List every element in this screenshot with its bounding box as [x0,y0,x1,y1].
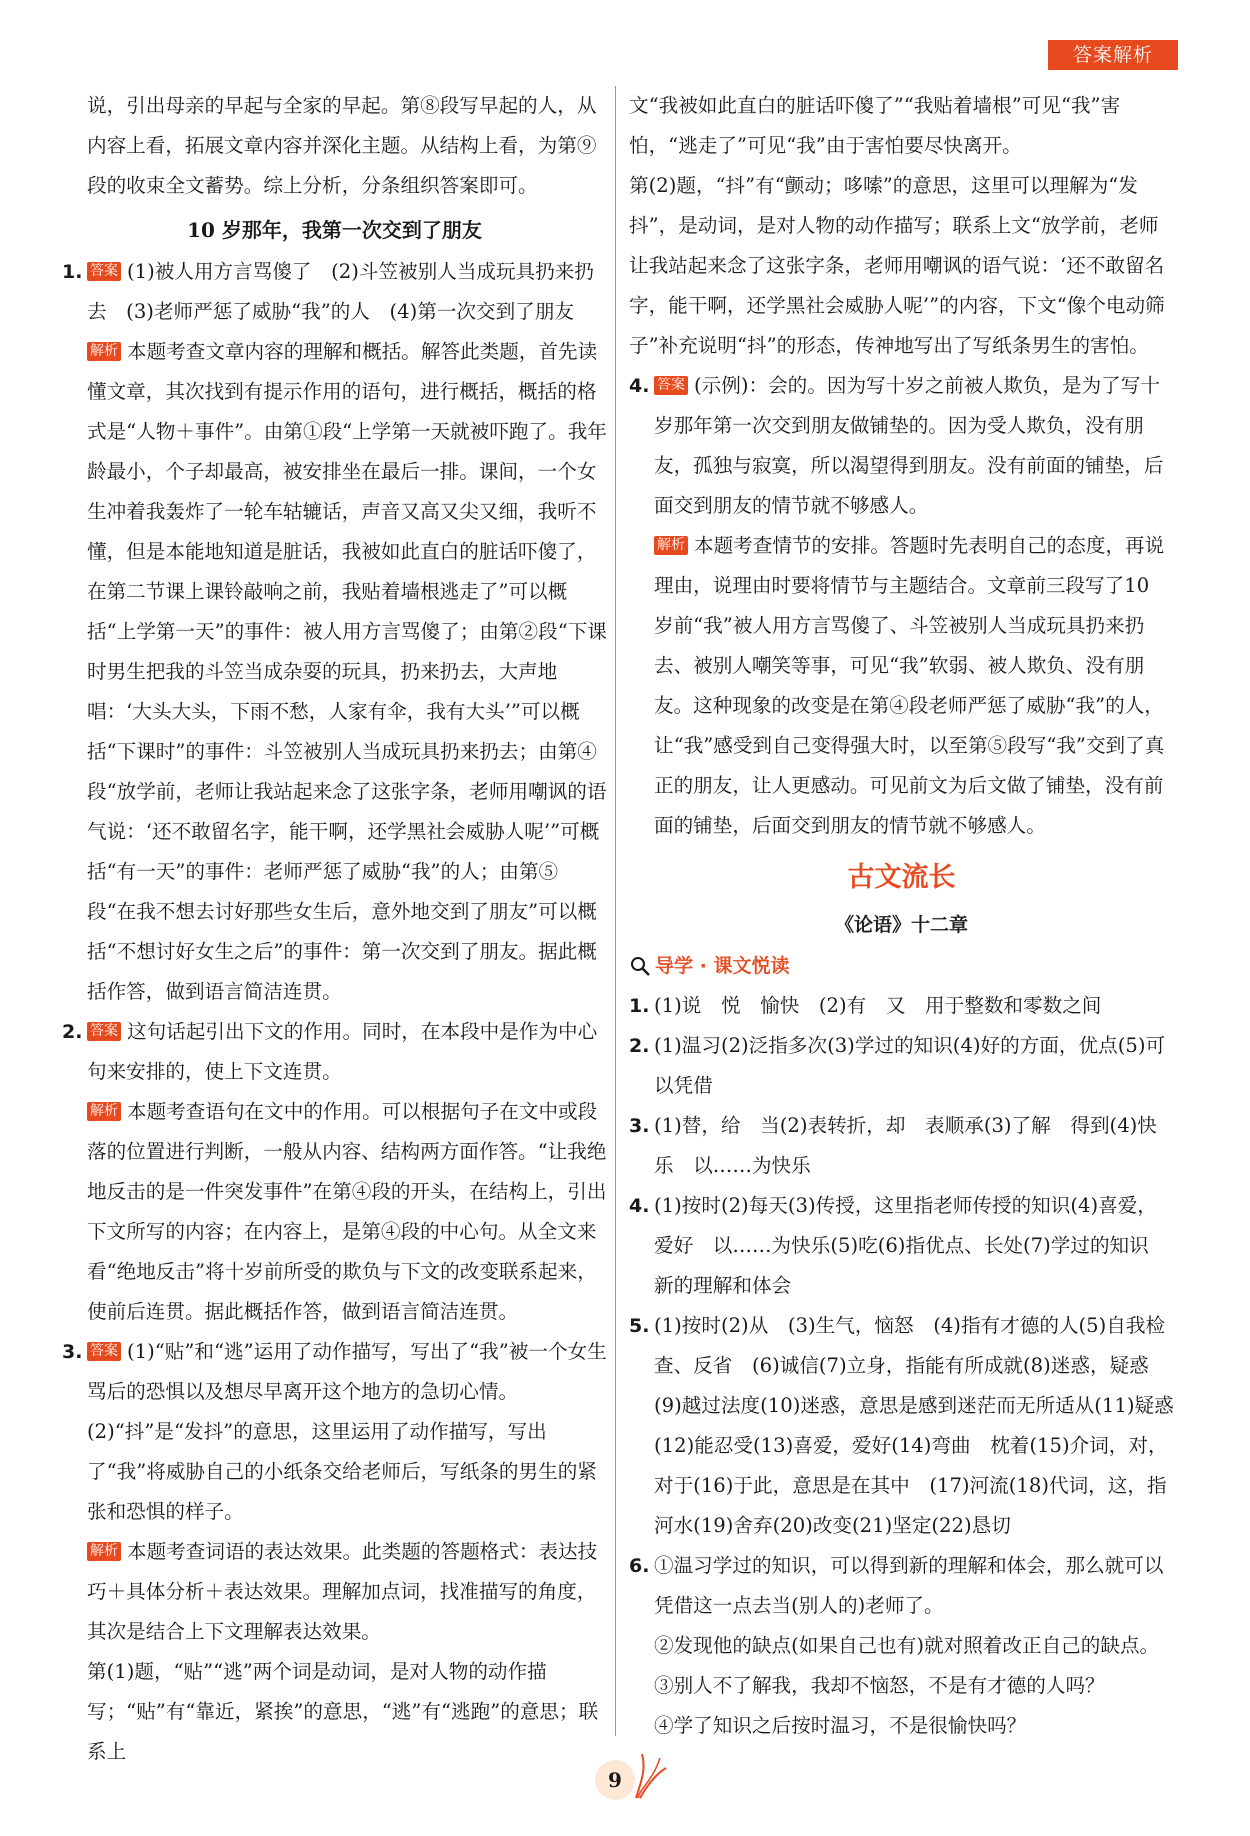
question-number: 5. [629,1315,650,1337]
answer-text: 这句话起引出下文的作用。同时，在本段中是作为中心句来安排的，使上下文连贯。 [87,1020,598,1083]
answer-badge: 答案 [87,1022,121,1041]
magnifier-icon [629,955,651,977]
item-text: (1)按时(2)从 (3)生气，恼怒 (4)指有才德的人(5)自我检查、反省 (6)诚信(7)立身，指能有所成就(8)迷惑，疑惑(9)越过法度(10)迷惑，意思是感到迷茫而无所适从(11)疑惑(12)能忍受(13)喜爱，爱好(14)弯曲 枕着(15)介词，对，对于(16)于此，意思是在其中 (17)河流(18)代词，这，指河水(19)舍弃(20)改变(21)坚定(22)恳切 [654,1314,1174,1537]
question-6 [629,1546,1174,1746]
question-4 [629,366,1174,846]
translation-text: ①温习学过的知识，可以得到新的理解和体会，那么就可以凭借这一点去当(别人的)老师了。 [654,1554,1164,1617]
question-2 [62,1012,607,1332]
question-number: 2. [62,1021,83,1043]
question-number: 3. [629,1115,650,1137]
answer-text: (示例)：会的。因为写十岁之前被人欺负，是为了写十岁那年第一次交到朋友做铺垫的。因为受人欺负，没有朋友，孤独与寂寞，所以渴望得到朋友。没有前面的铺垫，后面交到朋友的情节就不够感人。 [654,374,1164,517]
header-rule [1048,68,1178,70]
question-number: 6. [629,1555,650,1577]
article-title: 10 岁那年，我第一次交到了朋友 [187,218,482,242]
question-number: 2. [629,1035,650,1057]
item-3 [629,1106,1174,1186]
right-column [629,86,1174,1746]
answer-text: (1)“贴”和“逃”运用了动作描写，写出了“我”被一个女生骂后的恐惧以及想尽早离开这个地方的急切心情。 [87,1340,607,1403]
translation-text: ②发现他的缺点(如果自己也有)就对照着改正自己的缺点。 [654,1634,1160,1657]
analysis-text: 本题考查情节的安排。答题时先表明自己的态度，再说理由，说理由时要将情节与主题结合。文章前三段写了10 岁前“我”被人用方言骂傻了、斗笠被别人当成玩具扔来扔去、被别人嘲笑等事，可见“我”软弱、被人欺负、没有朋友。这种现象的改变是在第④段老师严惩了威胁“我”的人，让“我”感受到自己变得强大时，以至第⑤段写“我”交到了真正的朋友，让人更感动。可见前文为后文做了铺垫，没有前面的铺垫，后面交到朋友的情节就不够感人。 [654,534,1165,837]
guide-heading [629,946,1174,986]
guide-label: 导学 · 课文悦读 [655,955,790,977]
grass-ornament-icon [632,1750,672,1800]
answer-badge: 答案 [87,262,121,281]
answer-badge: 答案 [87,1342,121,1361]
continued-text: 文“我被如此直白的脏话吓傻了”“我贴着墙根”可见“我”害怕，“逃走了”可见“我”由于害怕要尽快离开。 [629,94,1121,157]
answer-badge: 答案 [654,376,688,395]
question-3 [62,1332,607,1772]
page-number: 9 [595,1760,635,1800]
question-number: 3. [62,1341,83,1363]
item-text: (1)替，给 当(2)表转折，却 表顺承(3)了解 得到(4)快乐 以……为快乐 [654,1114,1157,1177]
analysis-text: 本题考查文章内容的理解和概括。解答此类题，首先读懂文章，其次找到有提示作用的语句，进行概括，概括的格式是“人物＋事件”。由第①段“上学第一天就被吓跑了。我年龄最小，个子却最高，被安排坐在最后一排。课间，一个女生冲着我轰炸了一轮车轱辘话，声音又高又尖又细，我听不懂，但是本能地知道是脏话，我被如此直白的脏话吓傻了，在第二节课上课铃敲响之前，我贴着墙根逃走了”可以概括“上学第一天”的事件：被人用方言骂傻了；由第②段“下课时男生把我的斗笠当成杂耍的玩具，扔来扔去，大声地唱：‘大头大头，下雨不愁，人家有伞，我有大头’”可以概括“下课时”的事件：斗笠被别人当成玩具扔来扔去；由第④段“放学前，老师让我站起来念了这张字条，老师用嘲讽的语气说：‘还不敢留名字，能干啊，还学黑社会威胁人呢’”可概括“有一天”的事件：老师严惩了威胁“我”的人；由第⑤段“在我不想去讨好那些女生后，意外地交到了朋友”可以概括“不想讨好女生之后”的事件：第一次交到了朋友。据此概括作答，做到语言简洁连贯。 [87,340,607,1003]
question-number: 1. [629,995,650,1017]
question-number: 1. [62,261,83,283]
analysis-text: 第(1)题，“贴”“逃”两个词是动词，是对人物的动作描写；“贴”有“靠近，紧挨”的意思，“逃”有“逃跑”的意思；联系上 [87,1660,599,1763]
item-text: (1)说 悦 愉快 (2)有 又 用于整数和零数之间 [654,994,1102,1017]
item-1 [629,986,1174,1026]
item-text: (1)按时(2)每天(3)传授，这里指老师传授的知识(4)喜爱，爱好 以……为快乐(5)吃(6)指优点、长处(7)学过的知识 新的理解和体会 [654,1194,1169,1297]
answer-text: (1)被人用方言骂傻了 (2)斗笠被别人当成玩具扔来扔去 (3)老师严惩了威胁“我”的人 (4)第一次交到了朋友 [87,260,594,323]
intro-paragraph: 说，引出母亲的早起与全家的早起。第⑧段写早起的人，从内容上看，拓展文章内容并深化主题。从结构上看，为第⑨段的收束全文蓄势。综上分析，分条组织答案即可。 [87,94,597,197]
item-4 [629,1186,1174,1306]
analysis-badge: 解析 [87,1102,121,1121]
continued-text: 第(2)题，“抖”有“颤动；哆嗦”的意思，这里可以理解为“发抖”，是动词，是对人物的动作描写；联系上文“放学前，老师让我站起来念了这张字条，老师用嘲讽的语气说：‘还不敢留名字，能干啊，还学黑社会威胁人呢’”的内容，下文“像个电动筛子”补充说明“抖”的形态，传神地写出了写纸条男生的害怕。 [629,174,1165,357]
sub-title: 《论语》十二章 [834,914,968,936]
translation-text: ③别人不了解我，我却不恼怒，不是有才德的人吗？ [654,1674,1105,1697]
analysis-text: 本题考查词语的表达效果。此类题的答题格式：表达技巧＋具体分析＋表达效果。理解加点词，找准描写的角度，其次是结合上下文理解表达效果。 [87,1540,598,1643]
answer-text: (2)“抖”是“发抖”的意思，这里运用了动作描写，写出了“我”将威胁自己的小纸条交给老师后，写纸条的男生的紧张和恐惧的样子。 [87,1420,597,1523]
column-divider [615,86,616,1736]
analysis-text: 本题考查语句在文中的作用。可以根据句子在文中或段落的位置进行判断，一般从内容、结构两方面作答。“让我绝地反击的是一件突发事件”在第④段的开头，在结构上，引出下文所写的内容；在内容上，是第④段的中心句。从全文来看“绝地反击”将十岁前所受的欺负与下文的改变联系起来，使前后连贯。据此概括作答，做到语言简洁连贯。 [87,1100,607,1323]
question-number: 4. [629,1195,650,1217]
analysis-badge: 解析 [87,1542,121,1561]
analysis-badge: 解析 [87,342,121,361]
section-tag: 答案解析 [1048,40,1178,70]
left-column [62,86,607,1772]
question-number: 4. [629,375,650,397]
question-1 [62,252,607,1012]
translation-text: ④学了知识之后按时温习，不是很愉快吗？ [654,1714,1027,1737]
item-5 [629,1306,1174,1546]
item-2 [629,1026,1174,1106]
analysis-badge: 解析 [654,536,688,555]
section-title: 古文流长 [847,862,956,893]
item-text: (1)温习(2)泛指多次(3)学过的知识(4)好的方面，优点(5)可以凭借 [654,1034,1166,1097]
